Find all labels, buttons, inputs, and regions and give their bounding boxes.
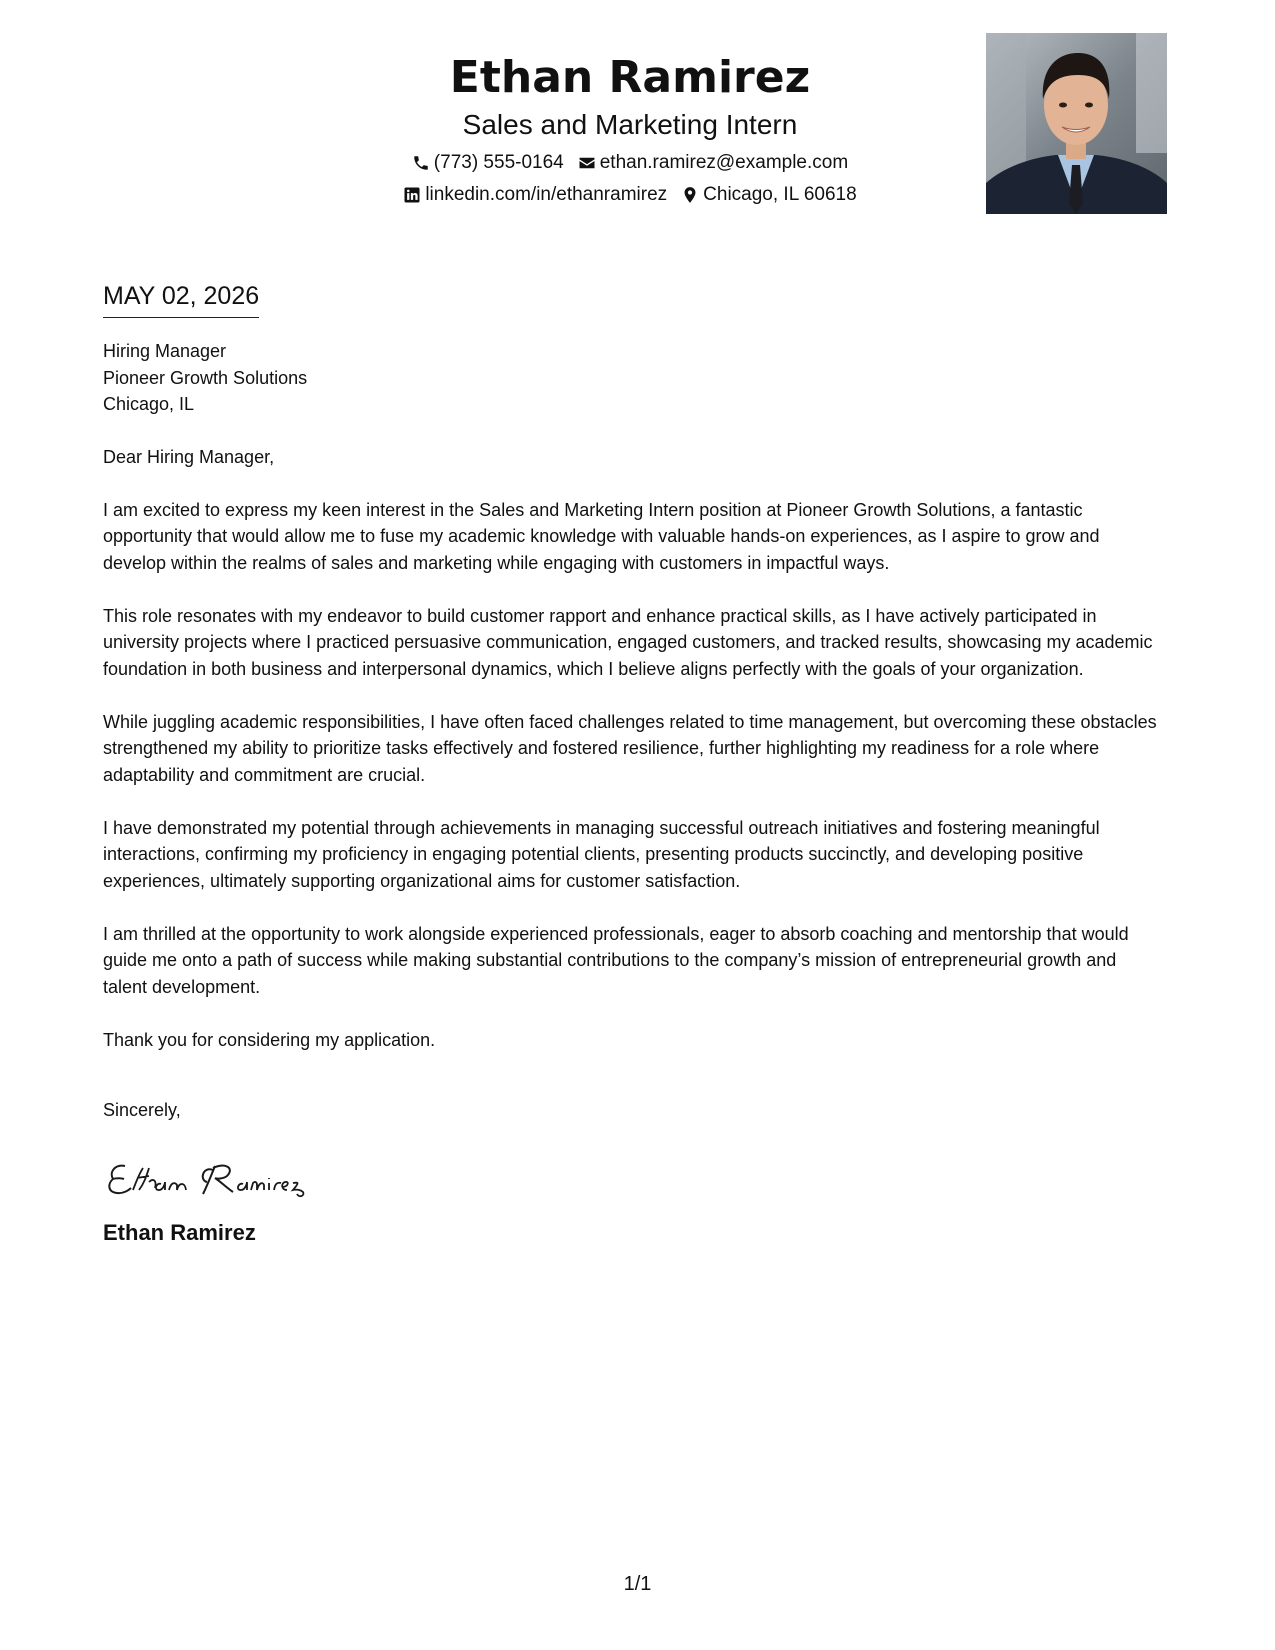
letter-paragraph: I am excited to express my keen interest in the Sales and Marketing Intern position at Pioneer Growth Solutions, a fantastic opportunity that would allow me to fuse my academic knowledge with valuable hands-on experiences, as I aspire to grow and develop within the realms of sales and marketing while engaging with customers in impactful ways.	[103, 499, 1100, 573]
phone-number: (773) 555-0164	[433, 152, 564, 173]
linkedin-item[interactable]	[403, 180, 667, 210]
letter-date: MAY 02, 2026	[103, 278, 259, 318]
letter-body	[103, 278, 1163, 1248]
profile-photo-image	[986, 33, 1167, 214]
recipient-line: Pioneer Growth Solutions	[103, 367, 308, 388]
linkedin-url[interactable]: linkedin.com/in/ethanramirez	[425, 184, 668, 205]
applicant-title: Sales and Marketing Intern	[462, 109, 798, 140]
phone-icon	[412, 154, 430, 172]
map-pin-icon	[681, 186, 699, 204]
linkedin-icon	[403, 186, 421, 204]
profile-photo	[986, 33, 1167, 214]
closing: Sincerely,	[103, 1100, 181, 1120]
location-text: Chicago, IL 60618	[703, 184, 857, 205]
letter-paragraph: While juggling academic responsibilities, I have often faced challenges related to time management, but overcoming these obstacles strengthened my ability to prioritize tasks effectively and fostered resilience, further highlighting my readiness for a role where adaptability and commitment are crucial.	[103, 711, 1157, 785]
letter-paragraph: I am thrilled at the opportunity to work alongside experienced professionals, eager to absorb coaching and mentorship that would guide me onto a path of success while making substantial contributions to the company’s mission of entrepreneurial growth and talent development.	[103, 923, 1129, 997]
envelope-icon	[578, 154, 596, 172]
signature-image	[103, 1152, 343, 1202]
phone-item	[412, 148, 564, 178]
email-address[interactable]: ethan.ramirez@example.com	[599, 152, 849, 173]
salutation: Dear Hiring Manager,	[103, 446, 275, 467]
location-item	[681, 180, 857, 210]
signer-name: Ethan Ramirez	[103, 1219, 256, 1245]
letter-paragraph: This role resonates with my endeavor to build customer rapport and enhance practical skills, as I have actively participated in university projects where I practiced persuasive communication, engaged customers, and tracked results, showcasing my academic foundation in both business and interpersonal dynamics, which I believe aligns perfectly with the goals of your organization.	[103, 605, 1153, 679]
applicant-name: Ethan Ramirez	[449, 52, 811, 103]
recipient-line: Hiring Manager	[103, 341, 227, 361]
letter-paragraph: Thank you for considering my application.	[103, 1029, 436, 1050]
handwritten-signature	[103, 1152, 1163, 1200]
email-item[interactable]	[578, 148, 848, 178]
recipient-line: Chicago, IL	[103, 394, 195, 414]
letter-paragraph: I have demonstrated my potential through achievements in managing successful outreach initiatives and fostering meaningful interactions, confirming my proficiency in engaging potential clients, presenting products succinctly, and developing positive experiences, ultimately supporting organizational aims for customer satisfaction.	[103, 817, 1100, 891]
recipient-block	[103, 338, 1163, 418]
page-number: 1/1	[623, 1573, 652, 1595]
